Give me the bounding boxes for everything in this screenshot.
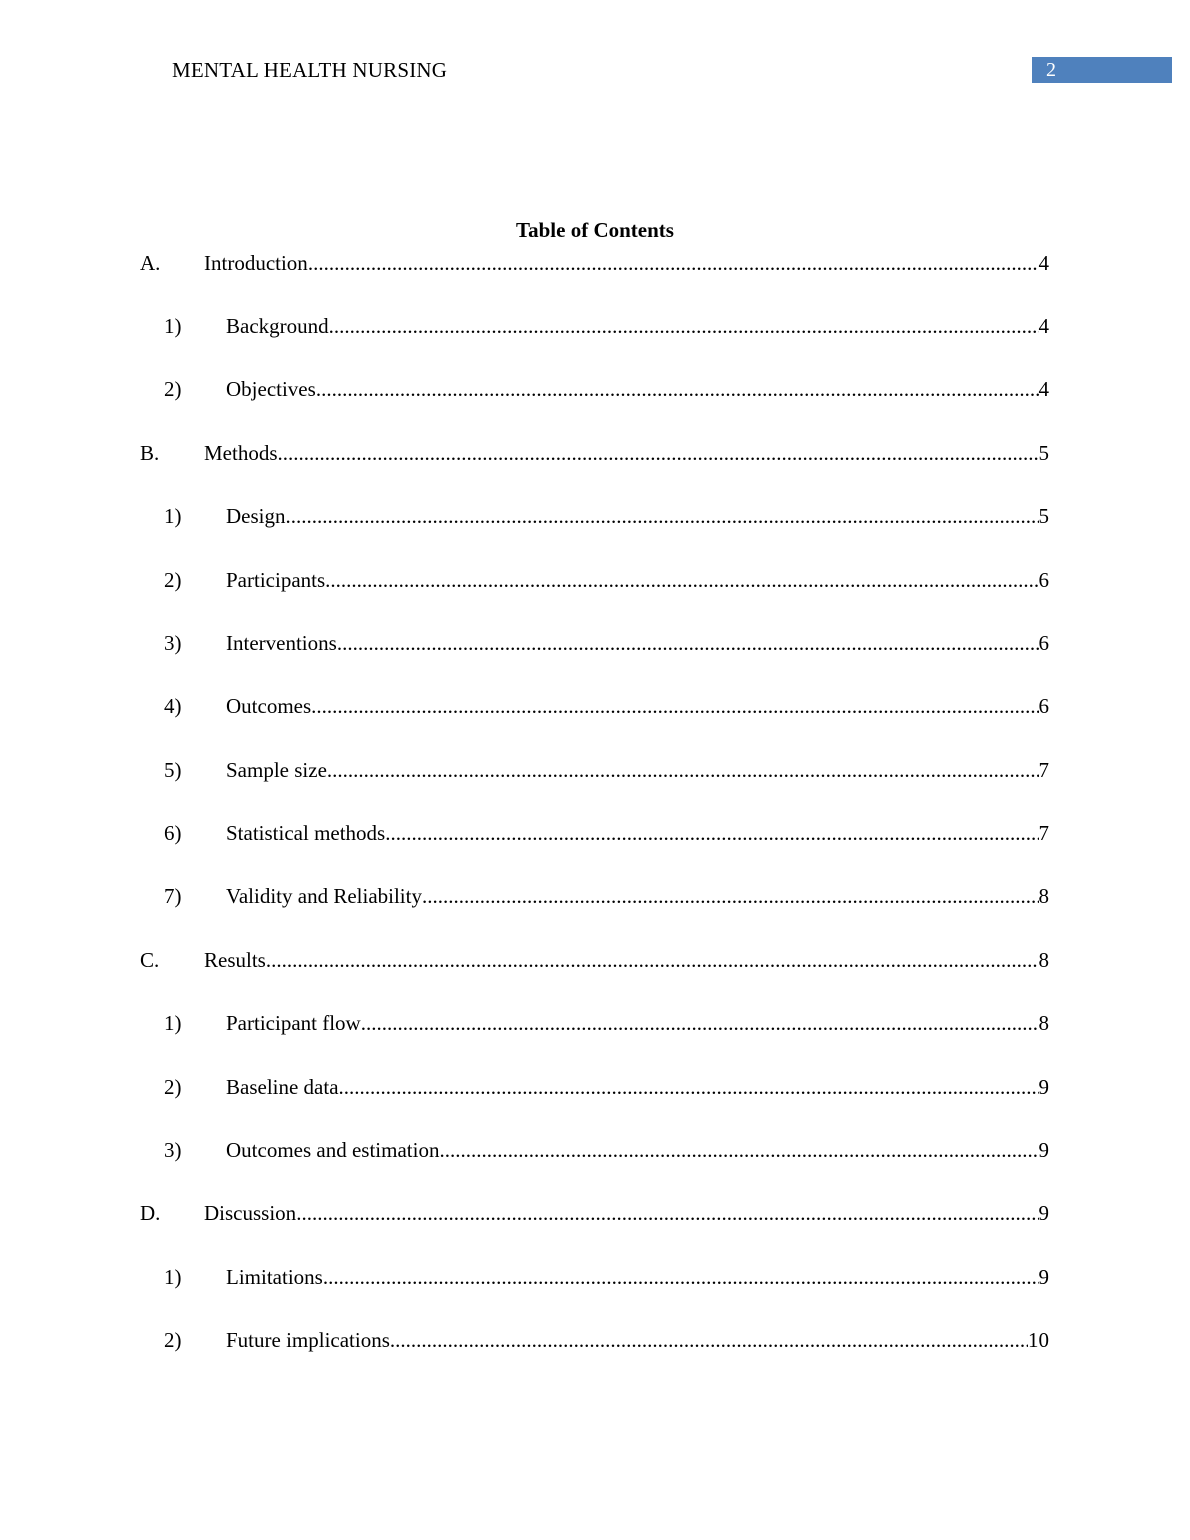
dot-leader <box>329 311 1039 341</box>
toc-entry-page: 9 <box>1038 1265 1049 1289</box>
running-head: MENTAL HEALTH NURSING <box>172 58 448 82</box>
toc-entry-results[interactable] <box>0 945 1190 975</box>
toc-entry-baseline-data[interactable] <box>0 1072 1190 1102</box>
toc-entry-number: C. <box>140 948 160 972</box>
toc-title: Table of Contents <box>516 218 674 242</box>
toc-entry-page: 4 <box>1038 314 1049 338</box>
toc-entry-page: 8 <box>1038 948 1049 972</box>
toc-entry-methods[interactable] <box>0 438 1190 468</box>
toc-entry-label: Outcomes and estimation <box>226 1138 440 1162</box>
toc-entry-page: 4 <box>1038 251 1049 275</box>
dot-leader <box>323 1262 1039 1292</box>
dot-leader <box>385 818 1038 848</box>
toc-entry-number: 2) <box>164 377 182 401</box>
toc-entry-sample-size[interactable] <box>0 755 1190 785</box>
dot-leader <box>296 1198 1038 1228</box>
toc-entry-discussion[interactable] <box>0 1198 1190 1228</box>
toc-entry-page: 9 <box>1038 1075 1049 1099</box>
toc-entry-label: Future implications <box>226 1328 390 1352</box>
toc-entry-number: 6) <box>164 821 182 845</box>
toc-entry-number: 3) <box>164 1138 182 1162</box>
toc-entry-page: 7 <box>1038 821 1049 845</box>
toc-entry-number: 5) <box>164 758 182 782</box>
dot-leader <box>439 1135 1038 1165</box>
toc-entry-label: Baseline data <box>226 1075 339 1099</box>
dot-leader <box>308 248 1039 278</box>
toc-entry-limitations[interactable] <box>0 1262 1190 1292</box>
toc-entry-label: Design <box>226 504 286 528</box>
toc-entry-label: Results <box>204 948 266 972</box>
toc-entry-label: Participant flow <box>226 1011 361 1035</box>
dot-leader <box>339 1072 1039 1102</box>
toc-entry-page: 10 <box>1028 1328 1049 1352</box>
dot-leader <box>390 1325 1028 1355</box>
toc-entry-number: A. <box>140 251 161 275</box>
toc-entry-outcomes-estimation[interactable] <box>0 1135 1190 1165</box>
toc-entry-page: 6 <box>1038 568 1049 592</box>
toc-entry-label: Introduction <box>204 251 308 275</box>
dot-leader <box>361 1008 1039 1038</box>
toc-entry-page: 9 <box>1038 1201 1049 1225</box>
toc-entry-page: 5 <box>1038 504 1049 528</box>
toc-entry-label: Objectives <box>226 377 316 401</box>
toc-entry-design[interactable] <box>0 501 1190 531</box>
toc-entry-number: B. <box>140 441 160 465</box>
dot-leader <box>316 374 1039 404</box>
toc-entry-number: 2) <box>164 1328 182 1352</box>
toc-entry-number: 4) <box>164 694 182 718</box>
page-number: 2 <box>1032 57 1172 83</box>
dot-leader <box>327 755 1039 785</box>
toc-entry-background[interactable] <box>0 311 1190 341</box>
toc-entry-page: 5 <box>1038 441 1049 465</box>
toc-entry-objectives[interactable] <box>0 374 1190 404</box>
toc-entry-statistical-methods[interactable] <box>0 818 1190 848</box>
toc-entry-label: Validity and Reliability <box>226 884 422 908</box>
dot-leader <box>266 945 1039 975</box>
toc-entry-label: Sample size <box>226 758 327 782</box>
toc-entry-page: 8 <box>1038 884 1049 908</box>
toc-entry-number: 2) <box>164 1075 182 1099</box>
toc-entry-number: 1) <box>164 504 182 528</box>
toc-entry-label: Discussion <box>204 1201 297 1225</box>
toc-entry-page: 9 <box>1038 1138 1049 1162</box>
toc-entry-label: Limitations <box>226 1265 323 1289</box>
dot-leader <box>278 438 1039 468</box>
toc-entry-introduction[interactable] <box>0 248 1190 278</box>
toc-entry-page: 8 <box>1038 1011 1049 1035</box>
toc-entry-label: Background <box>226 314 329 338</box>
toc-entry-label: Participants <box>226 568 326 592</box>
toc-entry-validity-reliability[interactable] <box>0 881 1190 911</box>
toc-entry-label: Methods <box>204 441 278 465</box>
toc-entry-page: 4 <box>1038 377 1049 401</box>
toc-entry-number: 1) <box>164 1011 182 1035</box>
toc-entry-label: Outcomes <box>226 694 312 718</box>
toc-entry-number: 1) <box>164 314 182 338</box>
toc-entry-label: Interventions <box>226 631 337 655</box>
dot-leader <box>311 691 1038 721</box>
toc-entry-page: 6 <box>1038 694 1049 718</box>
dot-leader <box>286 501 1039 531</box>
dot-leader <box>422 881 1039 911</box>
toc-entry-outcomes[interactable] <box>0 691 1190 721</box>
toc-entry-interventions[interactable] <box>0 628 1190 658</box>
toc-entry-number: 3) <box>164 631 182 655</box>
toc-entry-participant-flow[interactable] <box>0 1008 1190 1038</box>
toc-entry-number: D. <box>140 1201 161 1225</box>
toc-entry-number: 7) <box>164 884 182 908</box>
toc-entry-future-implications[interactable] <box>0 1325 1190 1355</box>
dot-leader <box>337 628 1039 658</box>
dot-leader <box>325 565 1038 595</box>
toc-entry-number: 1) <box>164 1265 182 1289</box>
toc-entry-number: 2) <box>164 568 182 592</box>
toc-entry-participants[interactable] <box>0 565 1190 595</box>
toc-entry-label: Statistical methods <box>226 821 386 845</box>
toc-entry-page: 6 <box>1038 631 1049 655</box>
toc-entry-page: 7 <box>1038 758 1049 782</box>
